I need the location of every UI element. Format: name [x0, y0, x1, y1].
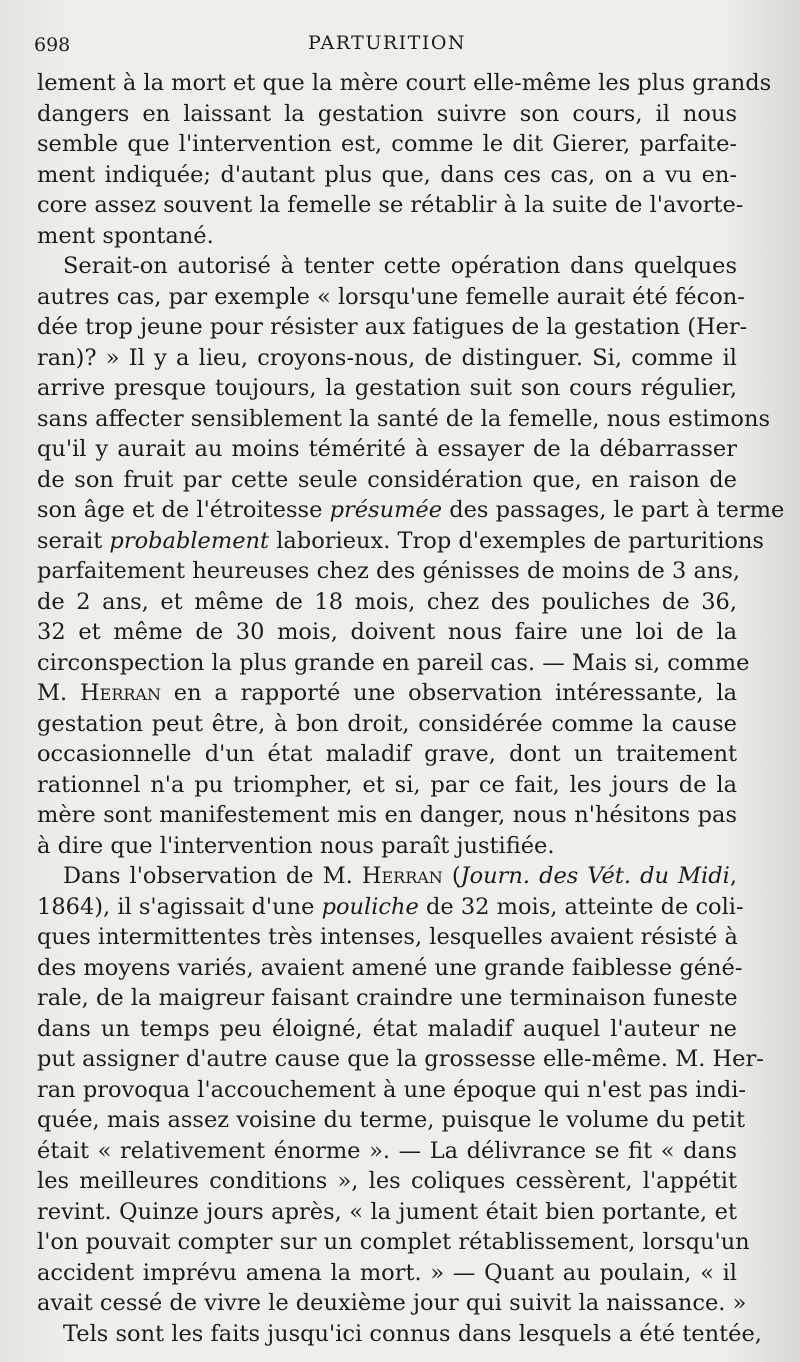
italic-text: pouliche	[321, 893, 419, 920]
text-line: core assez souvent la femelle se rétablir à la suite de l'avorte-	[37, 192, 744, 218]
text-line: semble que l'intervention est, comme le dit Gierer, parfaite-	[37, 131, 737, 157]
text-run: des passages, le part à terme	[442, 497, 785, 523]
text-line: des moyens variés, avaient amené une grande faiblesse géné-	[37, 954, 743, 981]
text-line: dans un temps peu éloigné, état maladif auquel l'auteur ne	[37, 1015, 737, 1042]
text-run: Dans l'observation de M.	[63, 863, 362, 889]
text-line	[37, 526, 764, 557]
text-line: ment spontané.	[37, 222, 214, 249]
text-run: (	[442, 863, 461, 889]
text-line: dangers en laissant la gestation suivre son cours, il nous	[37, 100, 737, 127]
italic-text: présumée	[329, 497, 443, 523]
text-line: sans affecter sensiblement la santé de la femelle, nous estimons	[37, 405, 770, 432]
text-line: autres cas, par exemple « lorsqu'une femelle aurait été fécon-	[37, 283, 745, 310]
text-line: revint. Quinze jours après, « la jument était bien portante, et	[37, 1198, 737, 1225]
text-line: Serait-on autorisé à tenter cette opération dans quelques	[63, 253, 737, 279]
italic-text: Journ. des Vét. du Midi	[460, 863, 730, 889]
text-line: 32 et même de 30 mois, doivent nous faire une loi de la	[37, 619, 737, 645]
text-line: était « relativement énorme ». — La délivrance se fit « dans	[37, 1137, 737, 1164]
text-run: en a rapporté une observation intéressante, la	[160, 680, 738, 706]
text-line: gestation peut être, à bon droit, considérée comme la cause	[37, 710, 737, 737]
text-run: serait	[37, 527, 110, 554]
text-line: de son fruit par cette seule considération que, en raison de	[37, 466, 737, 493]
text-line: parfaitement heureuses chez des génisses de moins de 3 ans,	[37, 558, 741, 584]
small-caps-name: Herran	[361, 863, 443, 889]
text-line: mère sont manifestement mis en danger, nous n'hésitons pas	[37, 802, 737, 828]
page-body-text	[37, 68, 785, 1349]
text-line: de 2 ans, et même de 18 mois, chez des pouliches de 36,	[37, 588, 737, 615]
text-run: ,	[729, 863, 738, 889]
text-line	[37, 495, 785, 526]
text-line	[37, 892, 744, 923]
text-run: son âge et de l'étroitesse	[37, 497, 330, 523]
small-caps-name: Herran	[80, 680, 161, 706]
text-run: 1864), il s'agissait d'une	[37, 893, 322, 920]
running-title: PARTURITION	[307, 32, 467, 54]
page-number: 698	[34, 34, 71, 56]
text-line: avait cessé de vivre le deuxième jour qui suivit la naissance. »	[37, 1290, 747, 1316]
text-line: occasionnelle d'un état maladif grave, dont un traitement	[37, 741, 737, 767]
text-line: l'on pouvait compter sur un complet rétablissement, lorsqu'un	[37, 1229, 750, 1255]
text-run: M.	[37, 680, 81, 706]
text-line: ran provoqua l'accouchement à une époque qui n'est pas indi-	[37, 1076, 747, 1103]
text-line: qu'il y aurait au moins témérité à essayer de la débarrasser	[37, 436, 737, 462]
text-line	[37, 861, 737, 892]
text-line: accident imprévu amena la mort. » — Quant au poulain, « il	[37, 1259, 737, 1286]
text-line: rale, de la maigreur faisant craindre une terminaison funeste	[37, 985, 738, 1011]
text-line: ques intermittentes très intenses, lesquelles avaient résisté à	[37, 924, 738, 950]
text-line: arrive presque toujours, la gestation suit son cours régulier,	[37, 375, 737, 401]
text-run: de 32 mois, atteinte de coli-	[418, 893, 744, 920]
page-header	[34, 30, 740, 58]
text-line: circonspection la plus grande en pareil cas. — Mais si, comme	[37, 649, 750, 676]
text-line: dée trop jeune pour résister aux fatigues de la gestation (Her-	[37, 314, 748, 340]
text-line: put assigner d'autre cause que la grossesse elle-même. M. Her-	[37, 1046, 764, 1072]
text-line: à dire que l'intervention nous paraît justifiée.	[37, 832, 555, 859]
italic-text: probablement	[109, 527, 270, 554]
text-line: les meilleures conditions », les coliques cessèrent, l'appétit	[37, 1168, 737, 1194]
text-line: quée, mais assez voisine du terme, puisque le volume du petit	[37, 1107, 746, 1133]
text-line: ment indiquée; d'autant plus que, dans ces cas, on a vu en-	[37, 161, 737, 188]
text-line: ran)? » Il y a lieu, croyons-nous, de distinguer. Si, comme il	[37, 344, 737, 371]
text-line: Tels sont les faits jusqu'ici connus dans lesquels a été tentée,	[63, 1320, 762, 1347]
text-line: rationnel n'a pu triompher, et si, par ce fait, les jours de la	[37, 771, 737, 798]
text-line	[37, 678, 737, 709]
text-line: lement à la mort et que la mère court elle-même les plus grands	[37, 70, 772, 96]
text-run: laborieux. Trop d'exemples de parturitions	[269, 527, 764, 554]
